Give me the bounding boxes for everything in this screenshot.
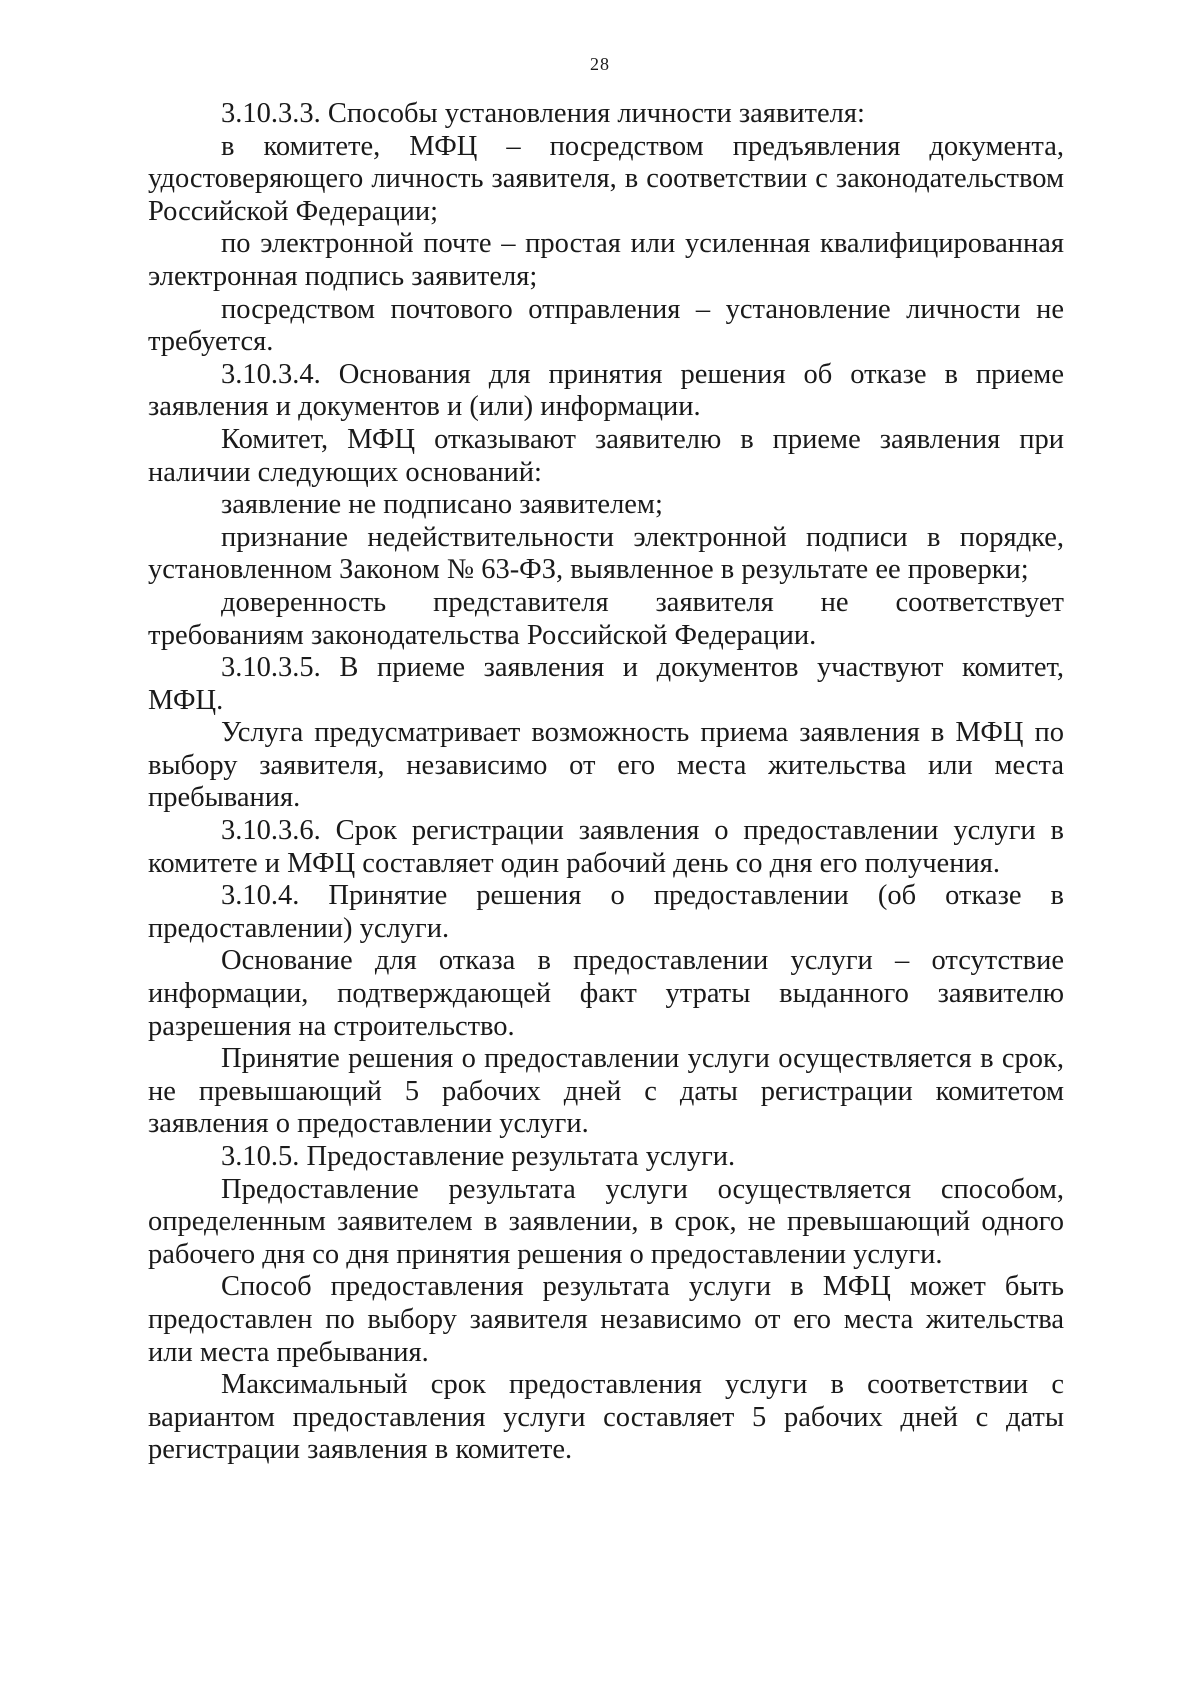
paragraph-identity-post: посредством почтового отправления – установление личности не требуется. [148, 293, 1064, 358]
paragraph-decision-term: Принятие решения о предоставлении услуги осуществляется в срок, не превышающий 5 рабочих дней с даты регистрации комитетом заявления о предоставлении услуги. [148, 1043, 1064, 1140]
paragraph-3-10-3-3: 3.10.3.3. Способы установления личности заявителя: [221, 98, 865, 129]
document-body [148, 98, 1064, 1467]
paragraph-identity-in-committee: в комитете, МФЦ – посредством предъявления документа, удостоверяющего личность заявителя, в соответствии с законодательством Российской Федерации; [148, 130, 1064, 227]
paragraph-result-mfc: Способ предоставления результата услуги в МФЦ может быть предоставлен по выбору заявителя независимо от его места жительства или места пребывания. [148, 1271, 1064, 1368]
paragraph-mfc-option: Услуга предусматривает возможность приема заявления в МФЦ по выбору заявителя, независимо от его места жительства или места пребывания. [148, 717, 1064, 814]
paragraph-max-term: Максимальный срок предоставления услуги в соответствии с вариантом предоставления услуги составляет 5 рабочих дней с даты регистрации заявления в комитете. [148, 1369, 1064, 1466]
paragraph-result-delivery: Предоставление результата услуги осуществляется способом, определенным заявителем в заявлении, в срок, не превышающий одного рабочего дня со дня принятия решения о предоставлении услуги. [148, 1173, 1064, 1270]
paragraph-refusal-unsigned: заявление не подписано заявителем; [221, 489, 663, 521]
page-number: 28 [590, 54, 610, 74]
paragraph-refusal-signature: признание недействительности электронной подписи в порядке, установленном Законом № 63-ФЗ, выявленное в результате ее проверки; [148, 521, 1064, 586]
paragraph-refusal-basis: Основание для отказа в предоставлении услуги – отсутствие информации, подтверждающей факт утраты выданного заявителю разрешения на строительство. [148, 945, 1064, 1042]
paragraph-3-10-3-5: 3.10.3.5. В приеме заявления и документов участвуют комитет, МФЦ. [148, 652, 1064, 716]
paragraph-3-10-3-4: 3.10.3.4. Основания для принятия решения об отказе в приеме заявления и документов и (или) информации. [148, 358, 1064, 423]
paragraph-refusal-intro: Комитет, МФЦ отказывают заявителю в приеме заявления при наличии следующих оснований: [148, 423, 1064, 488]
paragraph-3-10-4: 3.10.4. Принятие решения о предоставлении (об отказе в предоставлении) услуги. [148, 880, 1064, 944]
paragraph-identity-email: по электронной почте – простая или усиленная квалифицированная электронная подпись заявителя; [148, 228, 1064, 292]
paragraph-3-10-3-6: 3.10.3.6. Срок регистрации заявления о предоставлении услуги в комитете и МФЦ составляет один рабочий день со дня его получения. [148, 815, 1064, 879]
paragraph-3-10-5: 3.10.5. Предоставление результата услуги. [221, 1141, 736, 1172]
paragraph-refusal-proxy: доверенность представителя заявителя не соответствует требованиям законодательства Российской Федерации. [148, 586, 1064, 651]
